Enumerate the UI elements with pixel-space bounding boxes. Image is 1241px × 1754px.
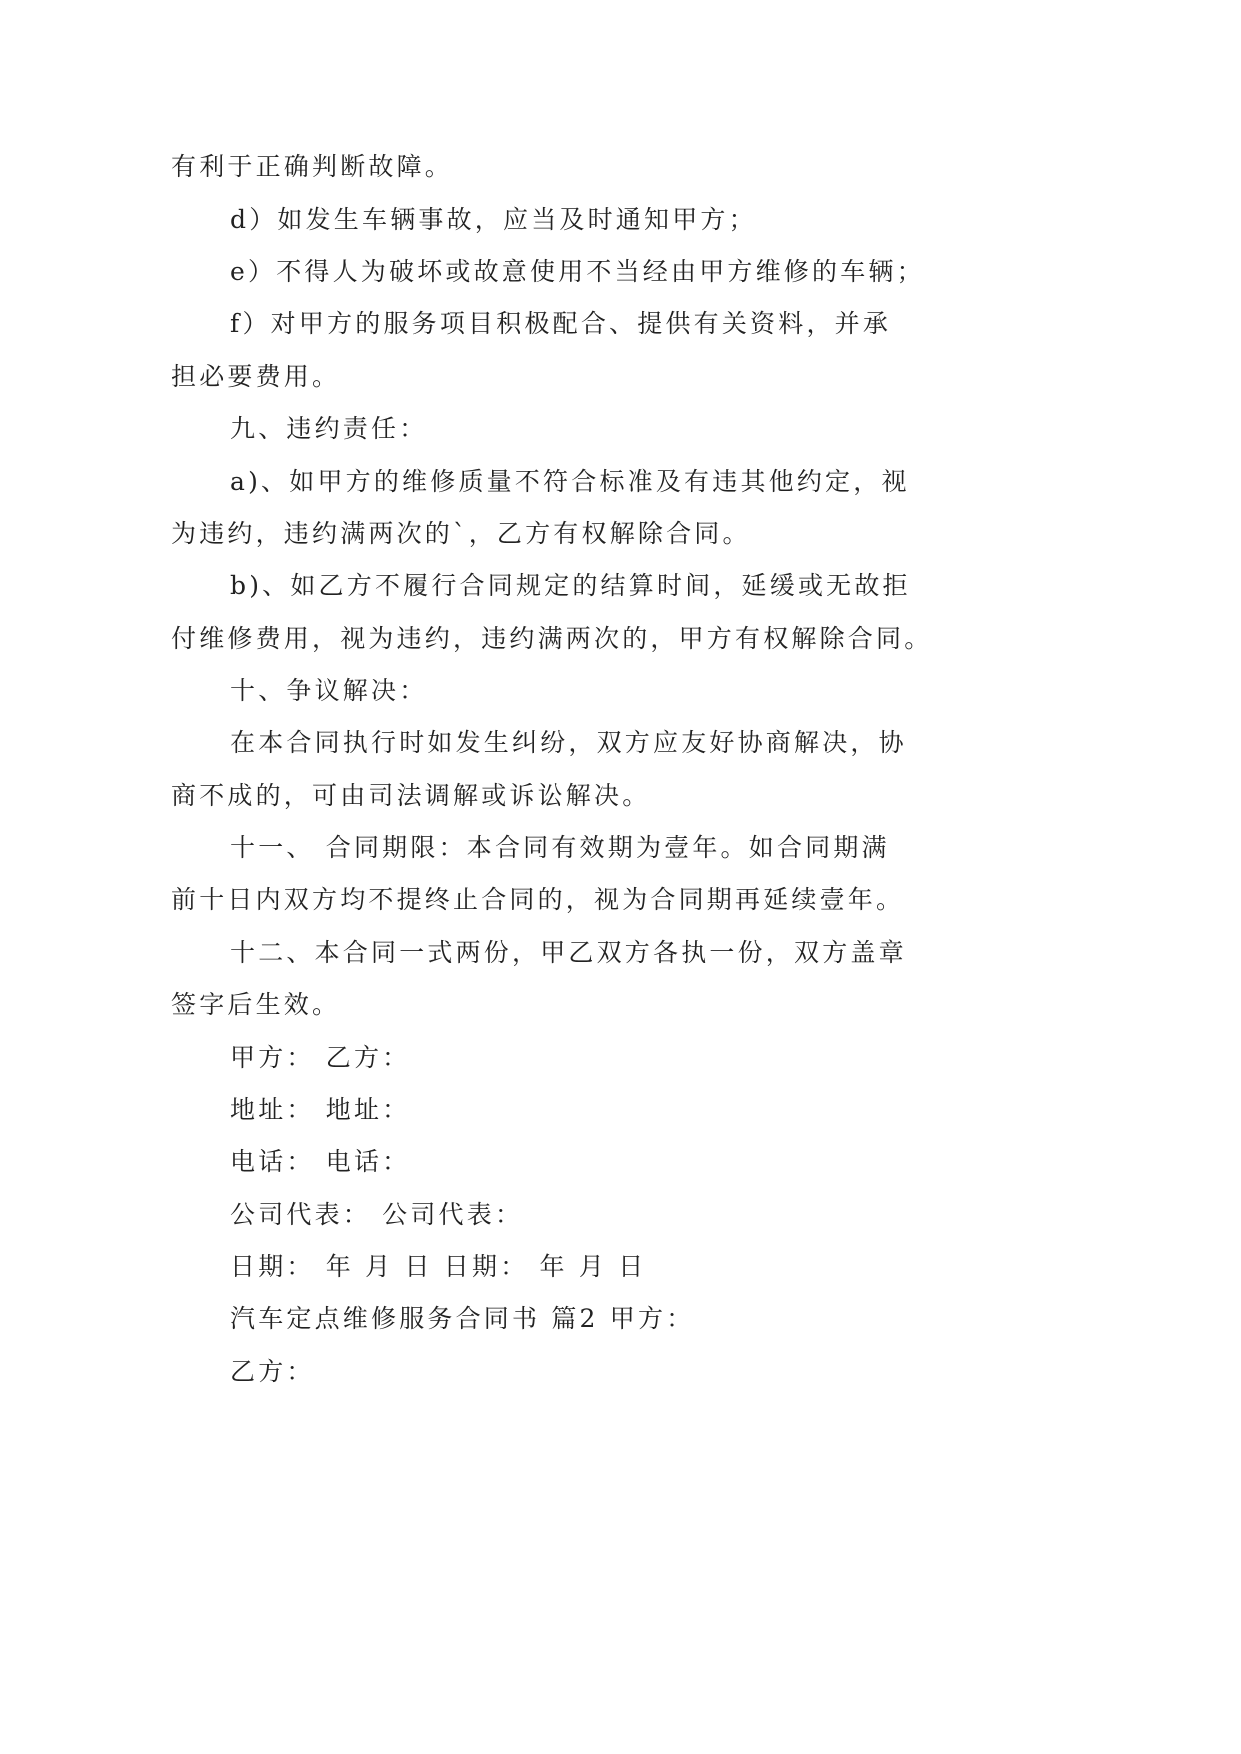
section-heading: 九、违约责任： [230, 414, 428, 443]
text-line: 十二、本合同一式两份，甲乙双方各执一份，双方盖章 [230, 938, 907, 967]
text-line: 商不成的，可由司法调解或诉讼解决。 [171, 781, 651, 810]
text-line: 为违约，违约满两次的`，乙方有权解除合同。 [171, 519, 751, 548]
text-line: 十一、 合同期限：本合同有效期为壹年。如合同期满 [230, 833, 890, 862]
signature-representative-line: 公司代表： 公司代表： [230, 1200, 524, 1229]
text-line: b)、如乙方不履行合同规定的结算时间，延缓或无故拒 [230, 571, 911, 600]
signature-party-line: 甲方： 乙方： [230, 1043, 411, 1072]
text-line: e）不得人为破坏或故意使用不当经由甲方维修的车辆； [230, 257, 925, 286]
text-line: 有利于正确判断故障。 [171, 152, 454, 181]
next-contract-title: 汽车定点维修服务合同书 篇2 甲方： [230, 1304, 695, 1333]
signature-date-line: 日期： 年 月 日 日期： 年 月 日 [230, 1252, 647, 1281]
section-heading: 十、争议解决： [230, 676, 428, 705]
signature-phone-line: 电话： 电话： [230, 1147, 411, 1176]
text-line: 前十日内双方均不提终止合同的，视为合同期再延续壹年。 [171, 885, 905, 914]
text-line: 签字后生效。 [171, 990, 341, 1019]
text-line: d）如发生车辆事故，应当及时通知甲方； [230, 205, 757, 234]
text-line: 担必要费用。 [171, 362, 341, 391]
signature-address-line: 地址： 地址： [230, 1095, 411, 1124]
text-line: 乙方： [230, 1357, 315, 1386]
text-line: f）对甲方的服务项目积极配合、提供有关资料，并承 [230, 309, 892, 338]
text-line: 付维修费用，视为违约，违约满两次的，甲方有权解除合同。 [171, 624, 933, 653]
text-line: a)、如甲方的维修质量不符合标准及有违其他约定，视 [230, 467, 910, 496]
text-line: 在本合同执行时如发生纠纷，双方应友好协商解决，协 [230, 728, 907, 757]
